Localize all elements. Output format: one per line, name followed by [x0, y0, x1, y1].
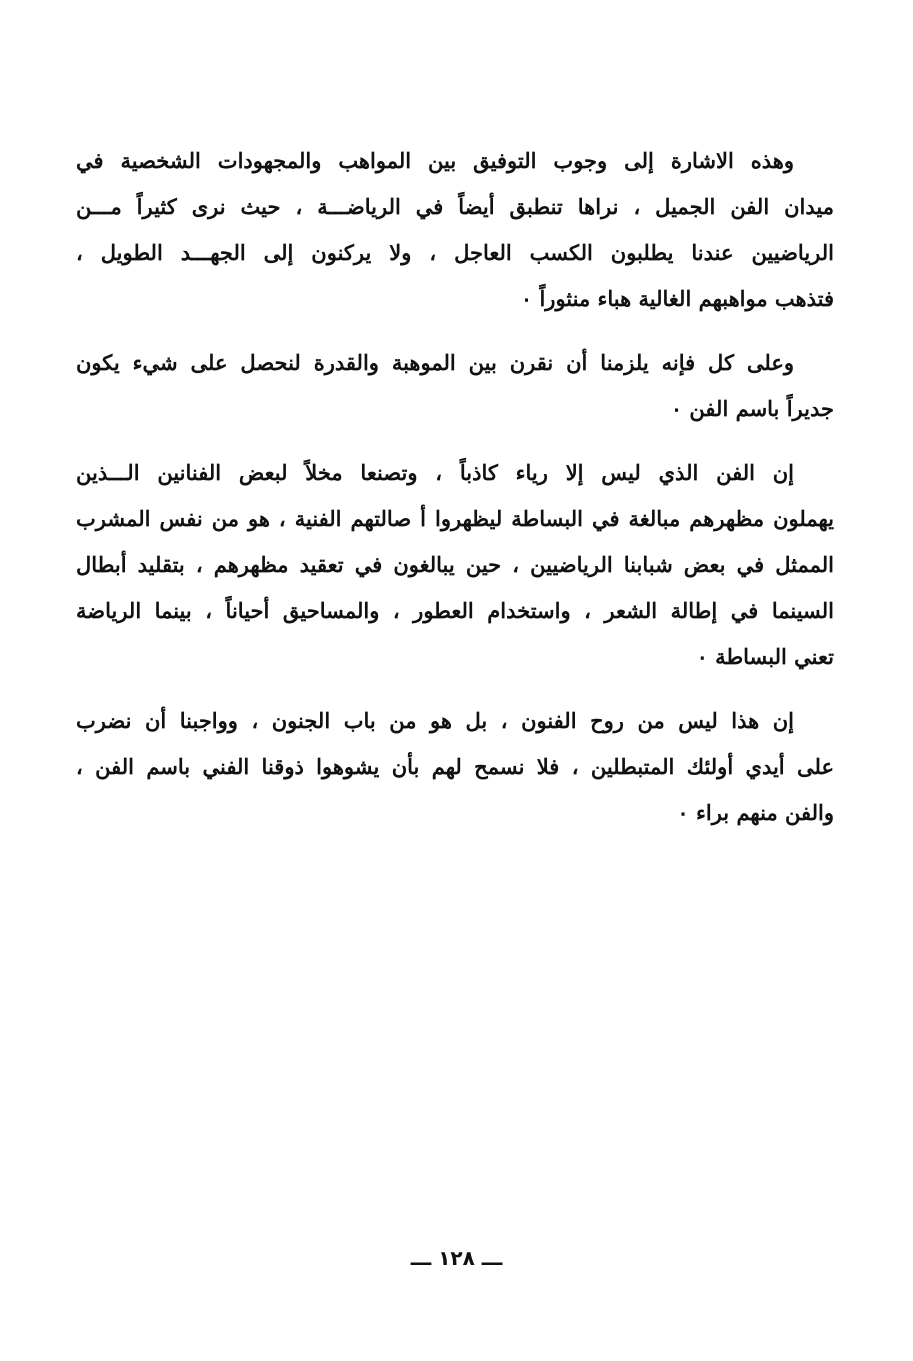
paragraph-1	[76, 138, 834, 322]
text-line: يهملون مظهرهم مبالغة في البساطة ليظهروا أ صالتهم الفنية ، هو من نفس المشرب	[76, 506, 834, 531]
text-line: جديراً باسم الفن ٠	[670, 396, 834, 421]
text-line: وهذه الاشارة إلى وجوب التوفيق بين المواهب والمجهودات الشخصية في	[76, 148, 794, 173]
text-line: فتذهب مواهبهم الغالية هباء منثوراً ٠	[520, 286, 834, 311]
body-text	[76, 138, 834, 836]
page-number: ـــ ١٢٨ ـــ	[410, 1246, 503, 1270]
paragraph-2	[76, 340, 834, 432]
text-line: الممثل في بعض شبابنا الرياضيين ، حين يبالغون في تعقيد مظهرهم ، بتقليد أبطال	[76, 552, 834, 577]
paragraph-3	[76, 450, 834, 680]
text-line: وعلى كل فإنه يلزمنا أن نقرن بين الموهبة والقدرة لنحصل على شيء يكون	[76, 350, 794, 375]
paragraph-gap	[76, 432, 834, 450]
text-line: ميدان الفن الجميل ، نراها تنطبق أيضاً في الرياضـــة ، حيث نرى كثيراً مـــن	[76, 194, 834, 219]
paragraph-gap	[76, 680, 834, 698]
text-line: السينما في إطالة الشعر ، واستخدام العطور ، والمساحيق أحياناً ، بينما الرياضة	[76, 598, 834, 623]
text-line: تعني البساطة ٠	[696, 644, 834, 669]
paragraph-4	[76, 698, 834, 836]
text-line: على أيدي أولئك المتبطلين ، فلا نسمح لهم بأن يشوهوا ذوقنا الفني باسم الفن ،	[76, 754, 834, 779]
paragraph-gap	[76, 322, 834, 340]
text-line: الرياضيين عندنا يطلبون الكسب العاجل ، ولا يركنون إلى الجهـــد الطويل ،	[76, 240, 834, 265]
text-line: إن الفن الذي ليس إلا رياء كاذباً ، وتصنعا مخلاً لبعض الفنانين الـــذين	[76, 460, 794, 485]
text-line: والفن منهم براء ٠	[677, 800, 834, 825]
text-line: إن هذا ليس من روح الفنون ، بل هو من باب الجنون ، وواجبنا أن نضرب	[76, 708, 794, 733]
